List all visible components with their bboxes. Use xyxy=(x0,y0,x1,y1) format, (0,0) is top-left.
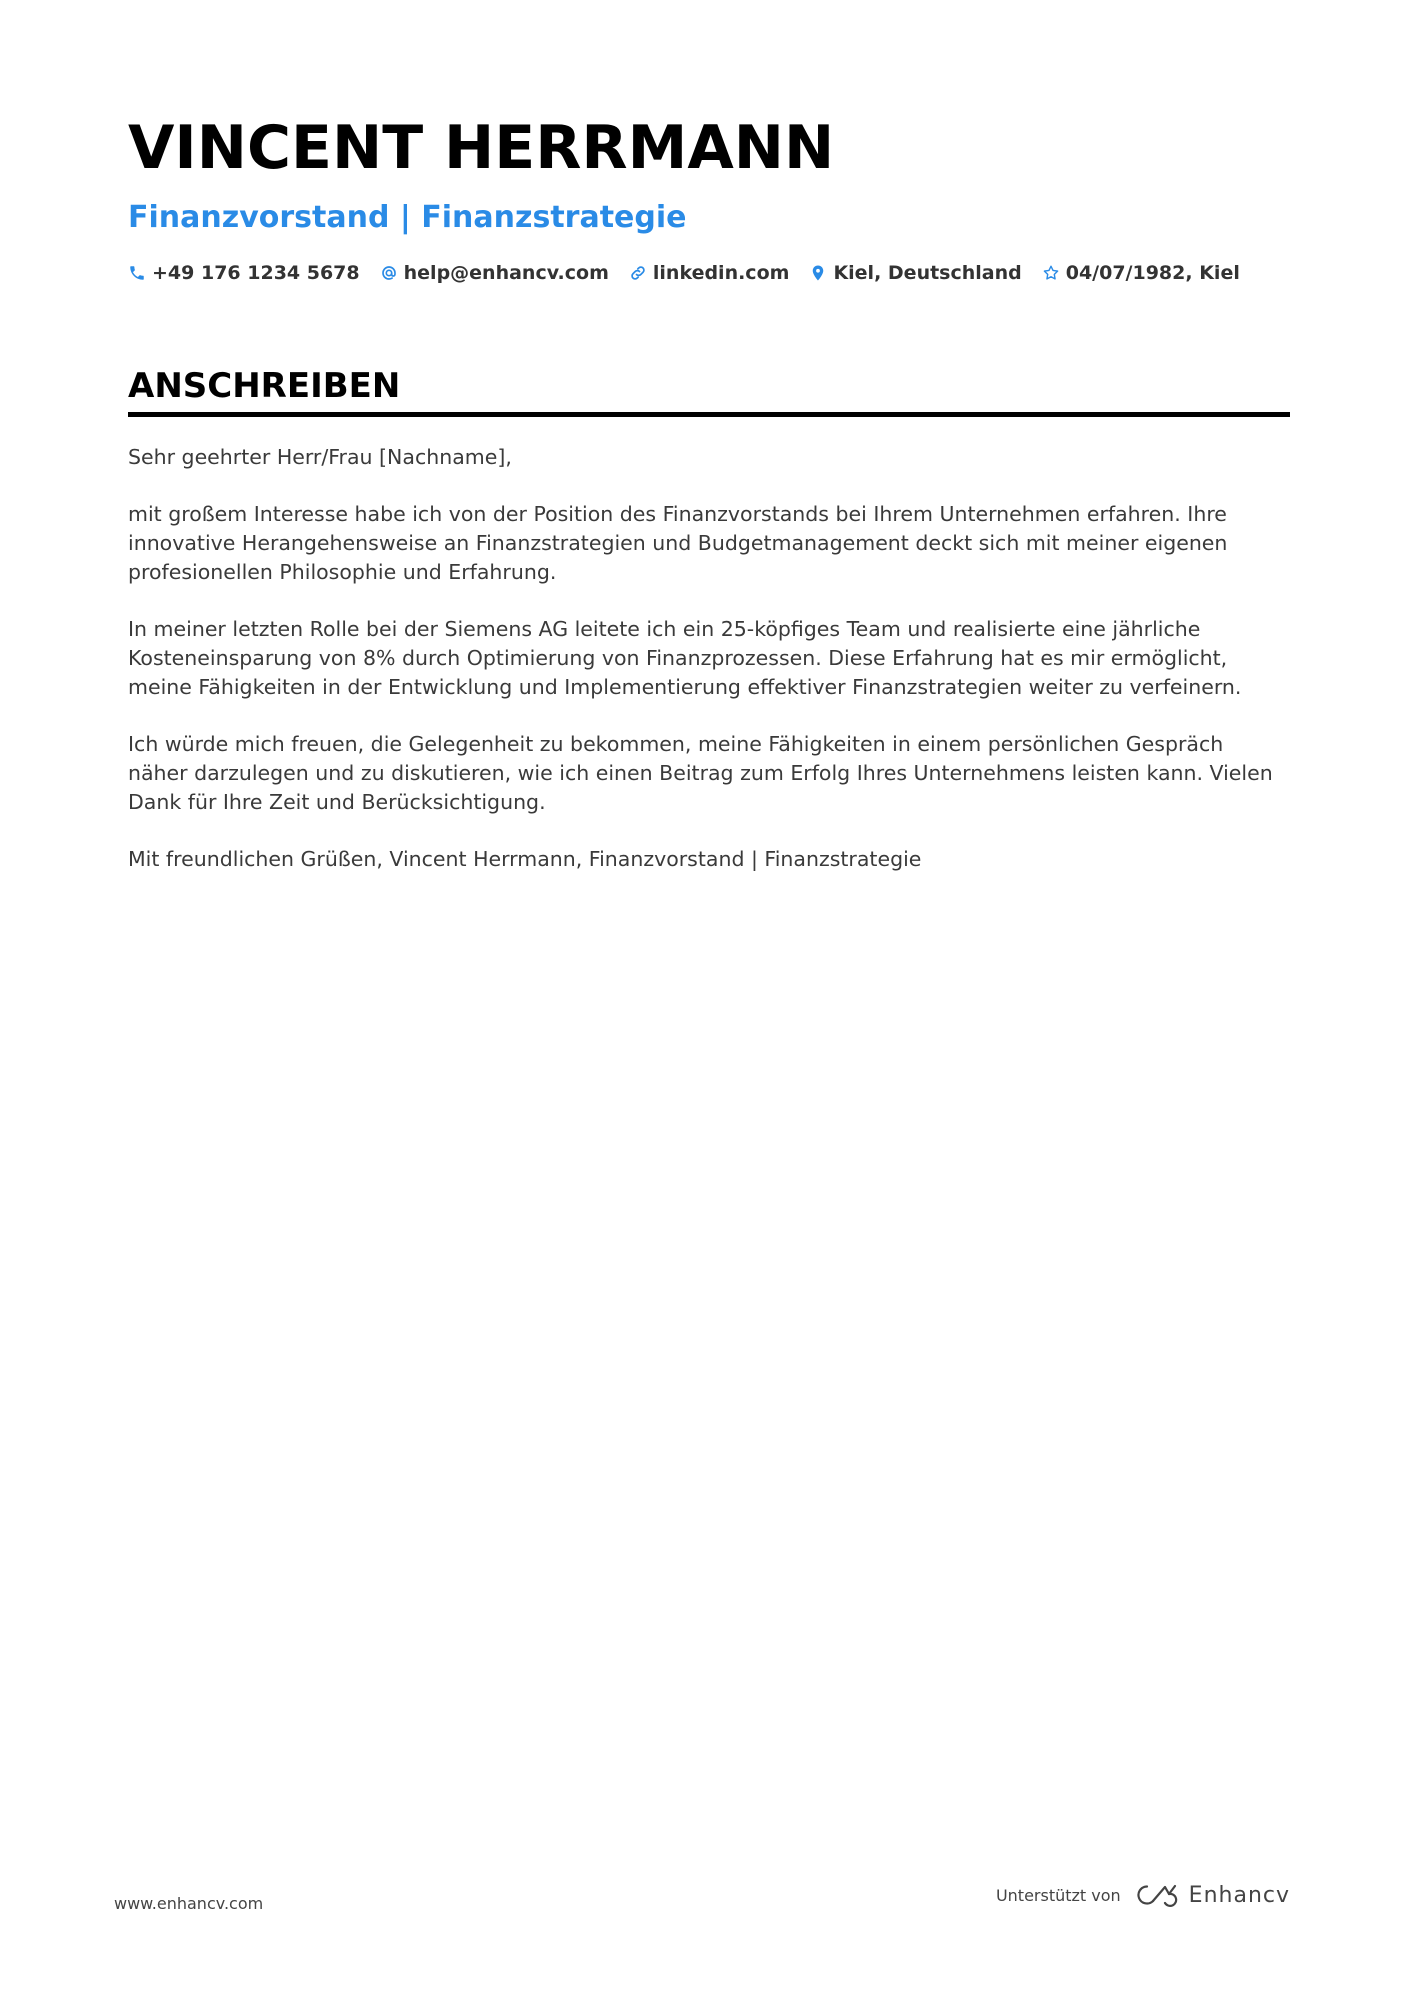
enhancv-logo-icon xyxy=(1133,1882,1179,1908)
salutation: Sehr geehrter Herr/Frau [Nachname], xyxy=(128,445,512,469)
phone-icon xyxy=(128,264,146,282)
cover-letter-section xyxy=(128,364,1290,902)
closing: Mit freundlichen Grüßen, Vincent Herrmann, Finanzvorstand | Finanzstrategie xyxy=(128,847,922,871)
brand-name: Enhancv xyxy=(1188,1882,1290,1908)
contact-phone xyxy=(128,260,360,286)
powered-by-label: Unterstützt von xyxy=(995,1885,1121,1905)
job-title: Finanzvorstand | Finanzstrategie xyxy=(128,200,687,235)
email-address[interactable]: help@enhancv.com xyxy=(403,262,609,284)
location-text: Kiel, Deutschland xyxy=(833,262,1022,284)
linkedin-link[interactable]: linkedin.com xyxy=(652,262,790,284)
letter-paragraph: In meiner letzten Rolle bei der Siemens AG leitete ich ein 25-köpfiges Team und realisierte eine jährliche Kosteneinsparung von 8% durch Optimierung von Finanzprozessen. Diese Erfahrung hat es mir ermöglicht, meine Fähigkeiten in der Entwicklung und Implementierung effektiver Finanzstrategien weiter zu verfeinern. xyxy=(128,617,1242,699)
candidate-name: VINCENT HERRMANN xyxy=(128,113,835,183)
contact-linkedin xyxy=(629,260,790,286)
birth-date-place: 04/07/1982, Kiel xyxy=(1065,262,1240,284)
letter-paragraph: Ich würde mich freuen, die Gelegenheit zu bekommen, meine Fähigkeiten in einem persönlichen Gespräch näher darzulegen und zu diskutieren, wie ich einen Beitrag zum Erfolg Ihres Unternehmens leisten kann. Vielen Dank für Ihre Zeit und Berücksichtigung. xyxy=(128,732,1273,814)
contact-email xyxy=(380,260,609,286)
contact-bar xyxy=(128,260,1288,286)
star-icon xyxy=(1042,264,1060,282)
footer-website[interactable]: www.enhancv.com xyxy=(114,1894,264,1913)
at-icon xyxy=(380,264,398,282)
footer-branding xyxy=(996,1882,1290,1908)
link-icon xyxy=(629,264,647,282)
location-pin-icon xyxy=(809,264,827,282)
section-title: ANSCHREIBEN xyxy=(128,366,401,406)
section-divider xyxy=(128,412,1290,417)
letter-body xyxy=(128,443,1278,874)
phone-number: +49 176 1234 5678 xyxy=(152,262,360,284)
contact-birth xyxy=(1042,260,1240,286)
letter-paragraph: mit großem Interesse habe ich von der Position des Finanzvorstands bei Ihrem Unternehmen erfahren. Ihre innovative Herangehensweise an Finanzstrategien und Budgetmanagement deckt sich mit meiner eigenen profesionellen Philosophie und Erfahrung. xyxy=(128,502,1228,584)
header xyxy=(128,108,1288,286)
contact-location xyxy=(809,260,1021,286)
